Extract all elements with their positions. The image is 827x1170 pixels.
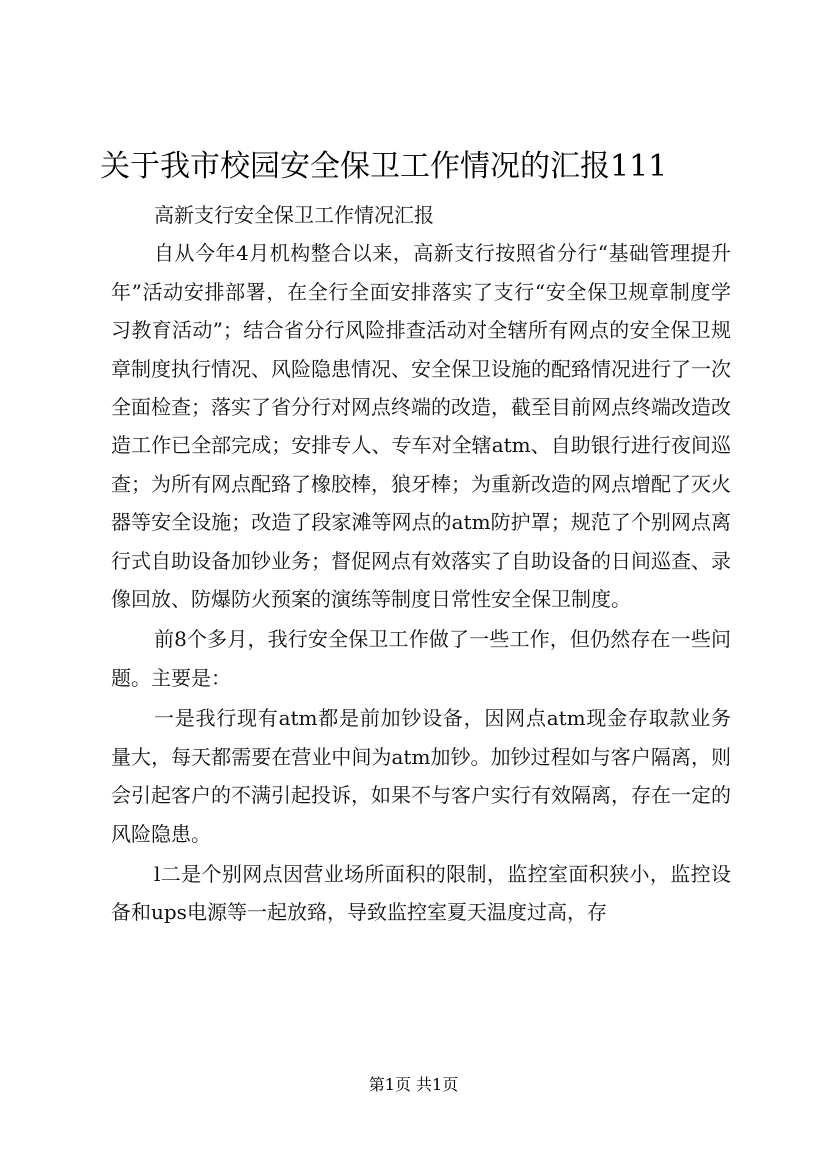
paragraph: 一是我行现有atm都是前加钞设备，因网点atm现金存取款业务量大，每天都需要在营业中间为atm加钞。加钞过程如与客户隔离，则会引起客户的不满引起投诉，如果不与客户实行有效隔离，存在一定的风险隐患。 [111,706,731,846]
paragraph: 自从今年4月机构整合以来，高新支行按照省分行“基础管理提升年”活动安排部署，在全行全面安排落实了支行“安全保卫规章制度学习教育活动”；结合省分行风险排查活动对全辖所有网点的安全保卫规章制度执行情况、风险隐患情况、安全保卫设施的配臵情况进行了一次全面检查；落实了省分行对网点终端的改造，截至目前网点终端改造改造工作已全部完成；安排专人、专车对全辖atm、自助银行进行夜间巡查；为所有网点配臵了橡胶棒，狼牙棒；为重新改造的网点增配了灭火器等安全设施；改造了段家滩等网点的atm防护罩；规范了个别网点离行式自助设备加钞业务；督促网点有效落实了自助设备的日间巡查、录像回放、防爆防火预案的演练等制度日常性安全保卫制度。 [111,241,731,612]
page-footer: 第1页 共1页 [368,1075,459,1094]
paragraph: 前8个多月，我行安全保卫工作做了一些工作，但仍然存在一些问题。主要是： [111,627,731,690]
paragraph: l二是个别网点因营业场所面积的限制，监控室面积狭小，监控设备和ups电源等一起放臵，导致监控室夏天温度过高，存 [111,861,731,925]
document-body [111,196,731,932]
paragraph-subtitle: 高新支行安全保卫工作情况汇报 [154,203,434,227]
document-title: 关于我市校园安全保卫工作情况的汇报111 [100,149,668,184]
